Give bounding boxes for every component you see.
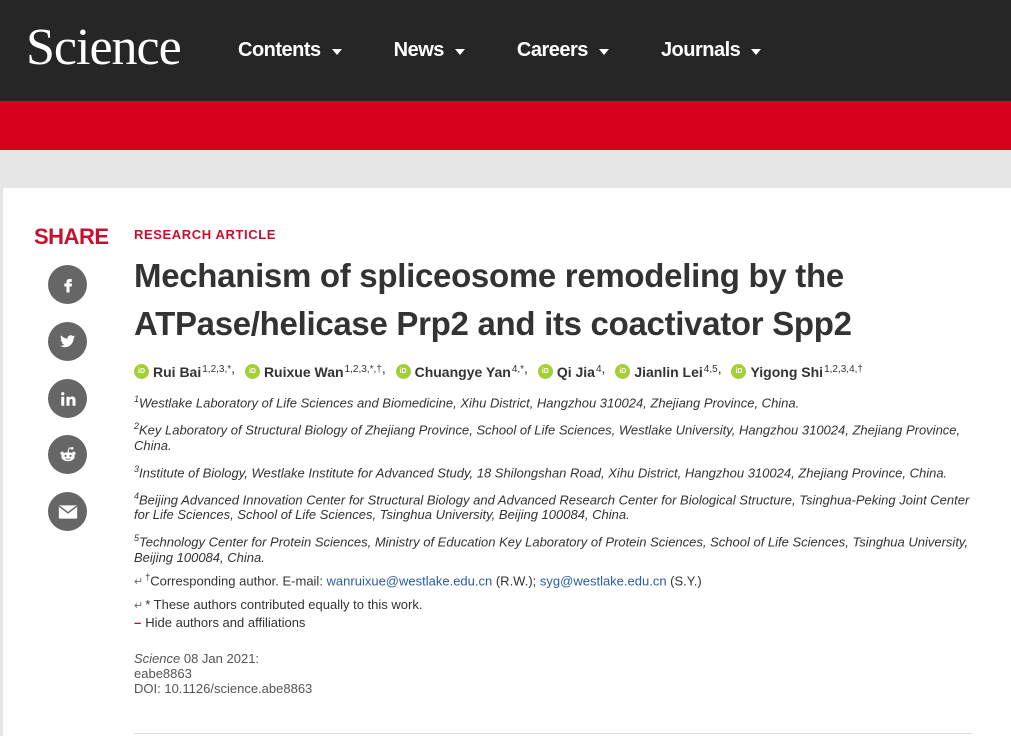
divider [134,733,972,734]
chevron-down-icon [332,49,342,55]
main-nav [238,0,813,101]
orcid-icon[interactable]: iD [396,364,411,379]
author-separator: , [231,360,236,376]
red-banner [0,101,1011,150]
affiliation-text: Westlake Laboratory of Life Sciences and Biomedicine, Xihu District, Hangzhou 310024, Zhejiang Province, China. [139,395,800,411]
author-name: Rui Bai [153,363,202,380]
chevron-down-icon [751,49,761,55]
reddit-icon [58,445,78,465]
author-affil-refs: 4 [595,364,602,375]
equal-contribution-note [134,597,422,612]
affiliation-number: 2 [134,421,140,432]
share-twitter-button[interactable] [48,322,87,361]
author-affil-refs: 4,5 [703,364,718,375]
science-logo[interactable]: Science [26,19,181,76]
chevron-down-icon [455,49,465,55]
author-name: Qi Jia [556,363,595,380]
article-type: RESEARCH ARTICLE [134,227,277,242]
title-line-1: Mechanism of spliceosome remodeling by the [134,257,844,294]
affiliation-item [134,419,974,452]
equal-contribution-text: * These authors contributed equally to this work. [145,597,423,612]
journal-name: Science [134,651,181,666]
affiliation-item [134,462,974,480]
pub-date: 08 Jan 2021: [180,651,260,666]
article-id: eabe8863 [134,666,192,681]
affiliation-text: Beijing Advanced Innovation Center for Structural Biology and Advanced Research Center for Biological Structure, Tsinghua-Peking Joint Center for Life Sciences, School of Life Sciences, Tsinghua University, Beijing 100084, China. [134,492,970,523]
share-title: SHARE [34,224,109,249]
affiliation-number: 4 [134,490,140,501]
author-name: Yigong Shi [750,363,824,380]
dagger-mark: † [145,572,151,582]
orcid-icon[interactable]: iD [538,364,553,379]
hide-authors-link[interactable] [134,615,305,630]
author-affil-refs: 1,2,3,* [202,364,232,375]
author-separator: , [601,360,606,376]
nav-news-label: News [393,39,444,61]
return-arrow-icon[interactable]: ↵ [134,600,144,612]
share-linkedin-button[interactable] [48,379,87,418]
nav-journals-label: Journals [660,39,741,61]
orcid-icon[interactable]: iD [134,364,149,379]
affiliation-number: 3 [134,463,140,474]
author-list [134,360,974,380]
affiliation-item [134,392,974,410]
share-email-button[interactable] [48,492,87,531]
nav-careers[interactable] [517,39,609,62]
gray-spacer [0,150,1011,188]
orcid-icon[interactable]: iD [615,364,630,379]
site-header [0,0,1011,101]
affiliation-text: Technology Center for Protein Sciences, Ministry of Education Key Laboratory of Protein Sciences, School of Life Sciences, Tsinghua University, Beijing 100084, China. [134,534,969,565]
author-name: Ruixue Wan [263,363,344,380]
affiliation-list [134,392,974,574]
orcid-icon[interactable]: iD [731,364,746,379]
minus-icon: – [134,615,142,630]
chevron-down-icon [599,49,609,55]
affiliation-number: 1 [134,394,140,404]
nav-journals[interactable] [661,39,761,62]
author-affil-refs: 1,2,3,4,† [824,364,863,375]
affiliation-text: Key Laboratory of Structural Biology of Zhejiang Province, School of Life Sciences, Westlake University, Hangzhou 310024, Zhejiang Province, China. [134,422,961,453]
share-facebook-button[interactable] [48,265,87,304]
corresponding-suffix: (S.Y.) [666,573,702,589]
author-yigong-shi[interactable] [731,364,863,380]
affiliation-number: 5 [134,533,140,544]
author-affil-refs: 1,2,3,*,† [344,364,382,375]
affiliation-item [134,489,974,522]
author-qi-jia[interactable] [538,364,602,380]
author-rui-bai[interactable] [134,364,231,380]
author-name: Chuangye Yan [414,363,511,380]
author-separator: , [381,360,386,376]
author-separator: , [524,360,528,376]
nav-news[interactable] [394,39,465,62]
title-line-2: ATPase/helicase Prp2 and its coactivator Spp2 [134,305,852,342]
author-name: Jianlin Lei [634,363,703,380]
author-affil-refs: 4,* [511,364,525,375]
pub-line [134,651,312,666]
author-ruixue-wan[interactable] [245,364,382,380]
publication-info [134,651,312,696]
twitter-icon [58,332,77,351]
nav-contents[interactable] [238,39,342,62]
share-reddit-button[interactable] [48,435,87,474]
corresponding-mid: (R.W.); [492,573,540,589]
article-content [3,188,1011,736]
return-arrow-icon[interactable]: ↵ [134,576,144,589]
author-chuangye-yan[interactable] [396,364,524,380]
linkedin-icon [59,390,77,408]
hide-authors-label: Hide authors and affiliations [145,615,306,630]
orcid-icon[interactable]: iD [245,364,260,379]
article-title [134,252,954,348]
author-jianlin-lei[interactable] [615,364,717,380]
email-icon [58,504,78,520]
facebook-icon [59,276,77,294]
email-link-wan[interactable]: wanruixue@westlake.edu.cn [326,573,493,589]
affiliation-item [134,531,974,564]
author-separator: , [717,360,722,376]
corresponding-author-note [134,572,702,588]
nav-careers-label: Careers [516,39,588,61]
doi[interactable]: DOI: 10.1126/science.abe8863 [134,681,313,696]
affiliation-text: Institute of Biology, Westlake Institute for Advanced Study, 18 Shilongshan Road, Xihu District, Hangzhou 310024, Zhejiang Province, China. [139,464,948,480]
email-link-shi[interactable]: syg@westlake.edu.cn [539,573,667,589]
corresponding-prefix: Corresponding author. E-mail: [150,573,327,589]
nav-contents-label: Contents [238,39,321,61]
